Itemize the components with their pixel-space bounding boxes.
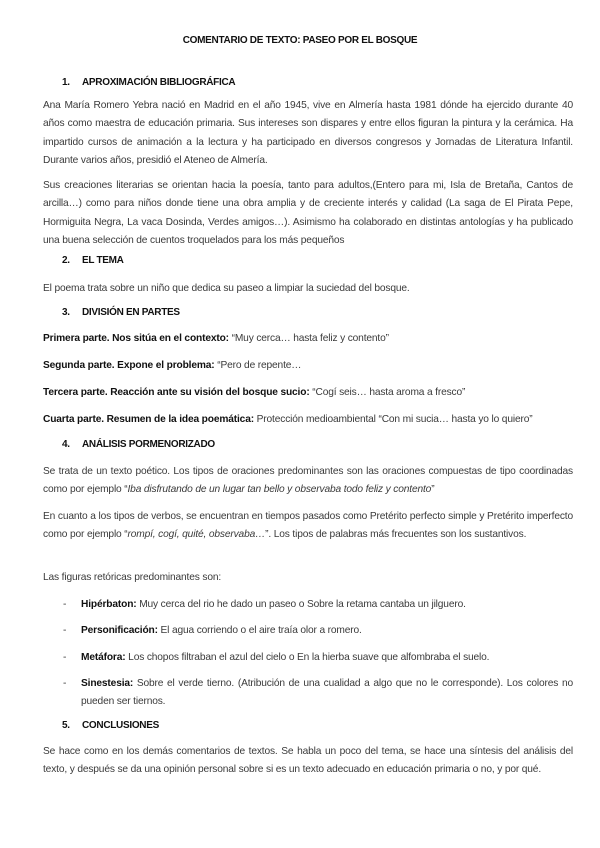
part-label: Tercera parte. Reacción ante su visión del bosque sucio: (43, 387, 310, 398)
section-heading-2 (62, 255, 124, 266)
part-1 (43, 330, 573, 348)
paragraph-sentences (43, 463, 573, 500)
paragraph-figures-intro: Las figuras retóricas predominantes son: (43, 572, 222, 583)
part-2 (43, 357, 573, 375)
text: ” (431, 484, 435, 496)
section-title: CONCLUSIONES (82, 720, 159, 731)
text: Se trata de un texto poético. Los tipos de oraciones predominantes son las oraciones compuestas de tipo coordinadas como por ejemplo “ (43, 466, 573, 496)
section-number: 3. (62, 307, 70, 318)
figure-label: Personificación: (81, 625, 158, 636)
section-number: 1. (62, 77, 70, 88)
figure-item (63, 622, 573, 640)
figure-label: Sinestesia: (81, 678, 134, 689)
document-title: COMENTARIO DE TEXTO: PASEO POR EL BOSQUE (182, 35, 418, 46)
part-4 (43, 411, 573, 429)
figure-item (63, 596, 573, 614)
figure-text: Muy cerca del rio he dado un paseo o Sobre la retama cantaba un jilguero. (136, 599, 466, 610)
paragraph-theme: El poema trata sobre un niño que dedica su paseo a limpiar la suciedad del bosque. (43, 283, 410, 294)
text: En cuanto a los tipos de verbos, se encuentran en tiempos pasados como Pretérito perfecto simple y Pretérito imperfecto como por ejemplo “ (43, 511, 573, 541)
section-number: 2. (62, 255, 70, 266)
figure-text: El agua corriendo o el aire traía olor a romero. (157, 625, 362, 636)
section-number: 5. (62, 720, 70, 731)
paragraph-conclusions: Se hace como en los demás comentarios de textos. Se habla un poco del tema, se hace una síntesis del análisis del texto, y después se da una opinión personal sobre si es un texto adecuado en educación primaria o no, y por qué. (43, 746, 573, 776)
section-heading-1 (62, 77, 235, 88)
section-heading-3 (62, 307, 180, 318)
figure-label: Metáfora: (81, 652, 126, 663)
figure-item (63, 675, 573, 712)
section-title: EL TEMA (82, 255, 124, 266)
bullet: - (63, 652, 67, 663)
part-label: Primera parte. Nos sitúa en el contexto: (43, 333, 229, 344)
part-text: “Pero de repente… (214, 360, 302, 371)
figure-label: Hipérbaton: (81, 599, 137, 610)
figure-text: Sobre el verde tierno. (Atribución de una cualidad a algo que no le corresponde). Los colores no pueden ser tiernos. (81, 678, 573, 708)
example-quote: rompí, cogí, quité, observaba… (127, 529, 266, 541)
part-text: “Muy cerca… hasta feliz y contento” (228, 333, 389, 344)
part-label: Cuarta parte. Resumen de la idea poemática: (43, 414, 254, 425)
section-number: 4. (62, 439, 70, 450)
paragraph-biography: Ana María Romero Yebra nació en Madrid en el año 1945, vive en Almería hasta 1981 dónde ha ejercido durante 40 años como maestra de educación primaria. Sus intereses son dispares y entre ellos figuran la pintura y la cerámica. Ha impartido cursos de animación a la lectura y ha participado en diversos congresos y Jornadas de Literatura Infantil. Durante varios años, presidió el Ateneo de Almería. (43, 100, 573, 167)
part-text: “Cogí seis… hasta aroma a fresco” (309, 387, 466, 398)
bullet: - (63, 678, 67, 689)
section-heading-5 (62, 720, 159, 731)
section-heading-4 (62, 439, 215, 450)
figure-item (63, 649, 573, 667)
part-label: Segunda parte. Expone el problema: (43, 360, 215, 371)
paragraph-verbs (43, 508, 573, 545)
example-quote: Iba disfrutando de un lugar tan bello y observaba todo feliz y contento (127, 484, 432, 496)
figure-text: Los chopos filtraban el azul del cielo o En la hierba suave que alfombraba el suelo. (125, 652, 490, 663)
paragraph-works: Sus creaciones literarias se orientan hacia la poesía, tanto para adultos,(Entero para mi, Isla de Bretaña, Cantos de arcilla…) como para niños donde tiene una obra amplia y de creciente interés y calidad (La saga de El Pirata Pepe, Hormiguita Negra, La vaca Dosinda, Verdes amigos…). Asimismo ha colaborado en distintas antologías y ha publicado una buena selección de cuentos troquelados para los más pequeños (43, 180, 573, 247)
part-3 (43, 384, 573, 402)
bullet: - (63, 599, 67, 610)
part-text: Protección medioambiental “Con mi sucia… hasta yo lo quiero” (253, 414, 533, 425)
section-title: ANÁLISIS PORMENORIZADO (82, 439, 215, 450)
section-title: APROXIMACIÓN BIBLIOGRÁFICA (82, 77, 236, 88)
section-title: DIVISIÓN EN PARTES (82, 307, 180, 318)
text: ”. Los tipos de palabras más frecuentes son los sustantivos. (265, 529, 527, 541)
bullet: - (63, 625, 67, 636)
